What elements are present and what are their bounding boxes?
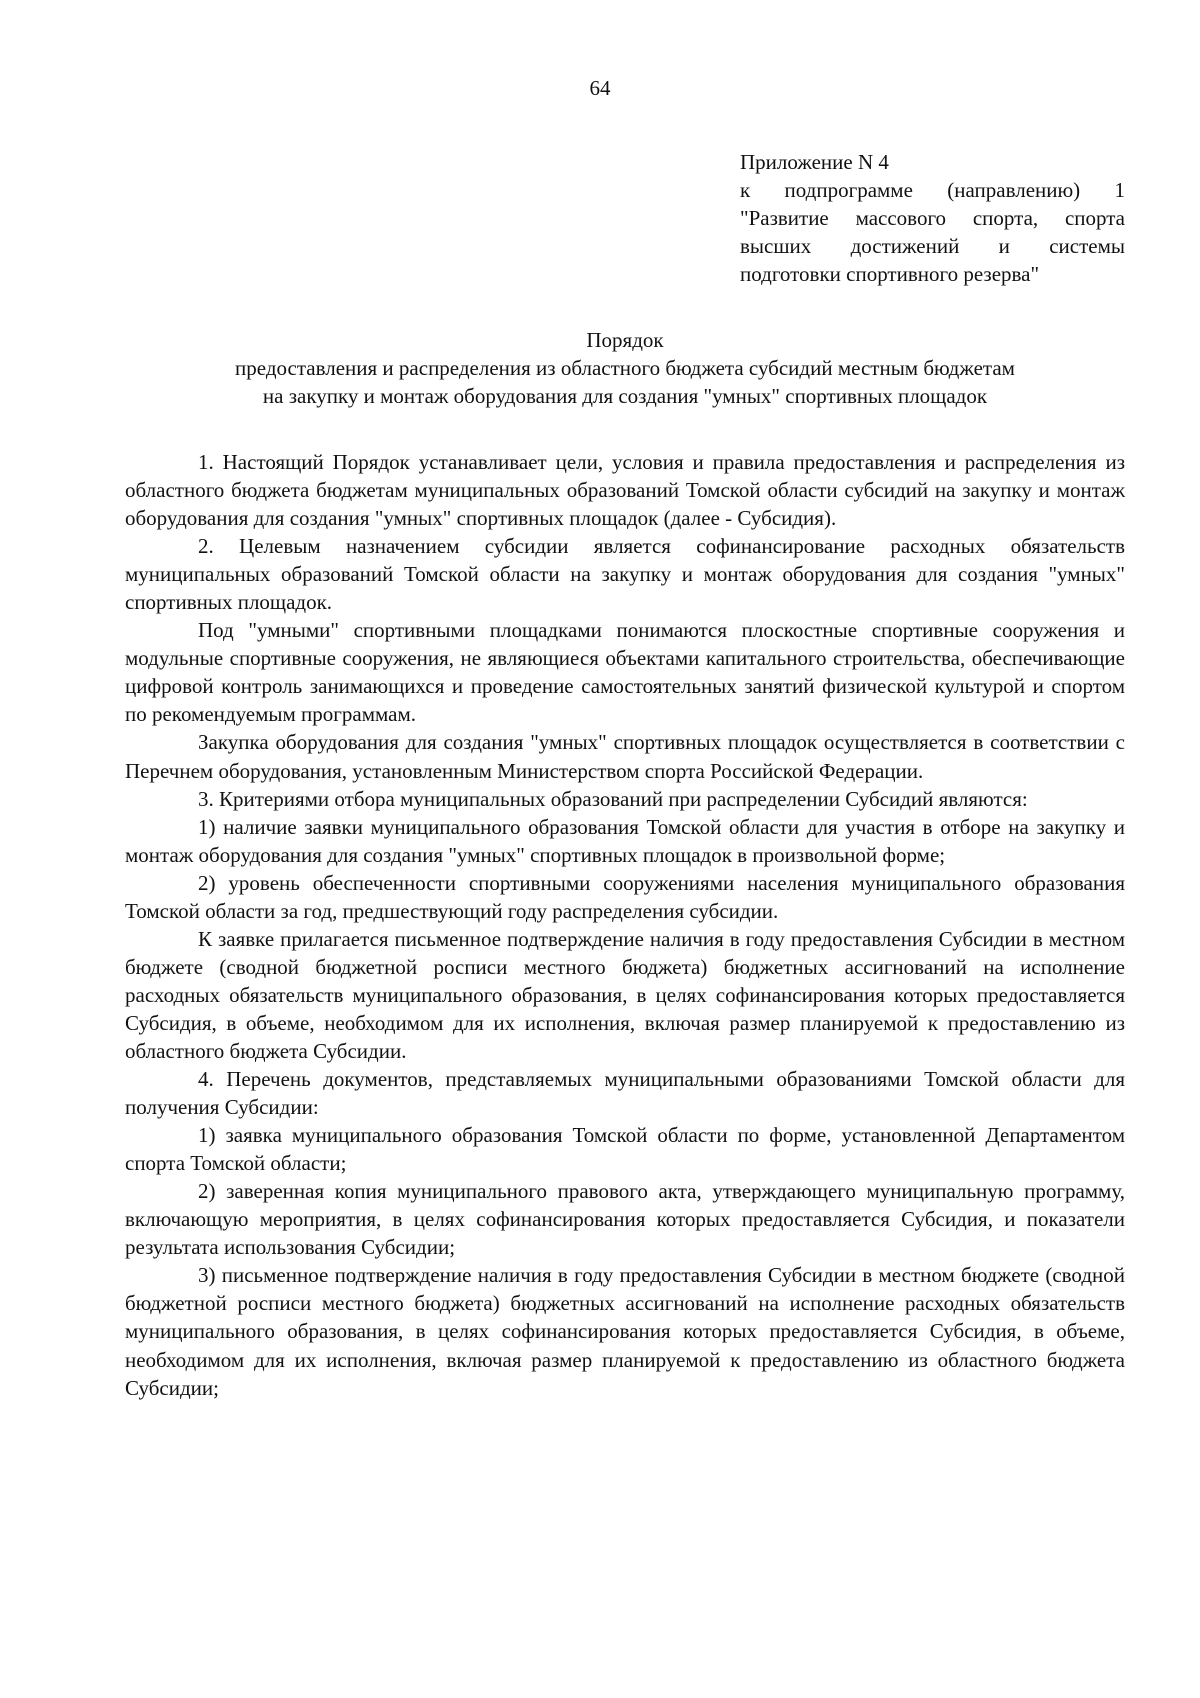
title-line: Порядок <box>586 328 664 352</box>
paragraph: 3) письменное подтверждение наличия в году предоставления Субсидии в местном бюджете (сводной бюджетной росписи местного бюджета) бюджетных ассигнований на исполнение расходных обязательств муниципального образования, в целях софинансирования которых предоставляется Субсидия, в объеме, необходимом для их исполнения, включая размер планируемой к предоставлению из областного бюджета Субсидии; <box>125 1263 1125 1400</box>
title-line: предоставления и распределения из областного бюджета субсидий местным бюджетам <box>235 356 1015 380</box>
appendix-header <box>740 148 1125 288</box>
appendix-line: высших достижений и системы <box>740 234 1125 258</box>
paragraph: 4. Перечень документов, представляемых муниципальными образованиями Томской области для получения Субсидии: <box>125 1067 1125 1120</box>
paragraph: 1. Настоящий Порядок устанавливает цели, условия и правила предоставления и распределения из областного бюджета бюджетам муниципальных образований Томской области субсидий на закупку и монтаж оборудования для создания "умных" спортивных площадок (далее - Субсидия). <box>125 450 1125 531</box>
paragraph: Закупка оборудования для создания "умных" спортивных площадок осуществляется в соответствии с Перечнем оборудования, установленным Министерством спорта Российской Федерации. <box>125 730 1125 783</box>
paragraph: 1) наличие заявки муниципального образования Томской области для участия в отборе на закупку и монтаж оборудования для создания "умных" спортивных площадок в произвольной форме; <box>125 814 1125 867</box>
appendix-line: Приложение N 4 <box>740 150 889 174</box>
paragraph: 1) заявка муниципального образования Томской области по форме, установленной Департаментом спорта Томской области; <box>125 1123 1125 1176</box>
paragraph: 3. Критериями отбора муниципальных образований при распределении Субсидий являются: <box>198 786 1028 811</box>
appendix-line: к подпрограмме (направлению) 1 <box>740 178 1125 202</box>
title-line: на закупку и монтаж оборудования для создания "умных" спортивных площадок <box>262 384 988 408</box>
appendix-line: "Развитие массового спорта, спорта <box>740 206 1125 230</box>
document-title <box>125 326 1125 410</box>
document-body <box>125 448 1125 1402</box>
appendix-line: подготовки спортивного резерва" <box>740 262 1040 286</box>
paragraph: К заявке прилагается письменное подтверждение наличия в году предоставления Субсидии в местном бюджете (сводной бюджетной росписи местного бюджета) бюджетных ассигнований на исполнение расходных обязательств муниципального образования, в целях софинансирования которых предоставляется Субсидия, в объеме, необходимом для их исполнения, включая размер планируемой к предоставлению из областного бюджета Субсидии. <box>125 926 1125 1063</box>
paragraph: 2. Целевым назначением субсидии является софинансирование расходных обязательств муниципальных образований Томской области на закупку и монтаж оборудования для создания "умных" спортивных площадок. <box>125 534 1125 615</box>
paragraph: 2) уровень обеспеченности спортивными сооружениями населения муниципального образования Томской области за год, предшествующий году распределения субсидии. <box>125 870 1125 923</box>
page-number: 64 <box>589 76 611 100</box>
paragraph: Под "умными" спортивными площадками понимаются плоскостные спортивные сооружения и модульные спортивные сооружения, не являющиеся объектами капитального строительства, обеспечивающие цифровой контроль занимающихся и проведение самостоятельных занятий физической культурой и спортом по рекомендуемым программам. <box>125 618 1125 727</box>
paragraph: 2) заверенная копия муниципального правового акта, утверждающего муниципальную программу, включающую мероприятия, в целях софинансирования которых предоставляется Субсидия, и показатели результата использования Субсидии; <box>125 1179 1125 1260</box>
